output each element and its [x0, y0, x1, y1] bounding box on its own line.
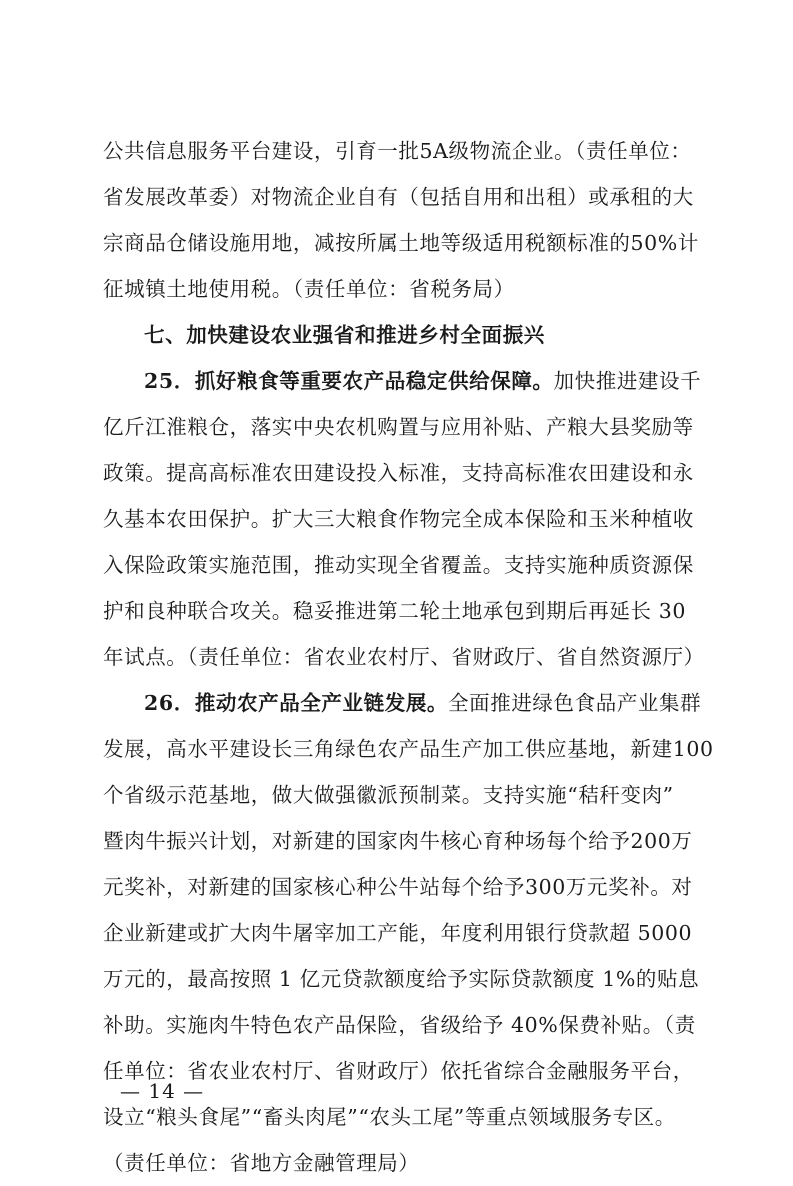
paragraph-line: 设立“粮头食尾”“畜头肉尾”“农头工尾”等重点领域服务专区。: [103, 1105, 676, 1129]
section-heading: 七、加快建设农业强省和推进乡村全面振兴: [144, 323, 545, 347]
paragraph-line: 亿斤江淮粮仓，落实中央农机购置与应用补贴、产粮大县奖励等: [103, 415, 694, 439]
paragraph-line: 任单位：省农业农村厅、省财政厅）依托省综合金融服务平台，: [103, 1059, 694, 1083]
paragraph-line: 宗商品仓储设施用地，减按所属土地等级适用税额标准的50%计: [103, 231, 699, 255]
paragraph-line: 发展，高水平建设长三角绿色农产品生产加工供应基地，新建100: [103, 737, 714, 761]
paragraph-line: 政策。提高高标准农田建设投入标准，支持高标准农田建设和永: [103, 461, 694, 485]
page-number: — 14 —: [120, 1079, 205, 1103]
paragraph-line: 暨肉牛振兴计划，对新建的国家肉牛核心育种场每个给予200万: [103, 829, 693, 853]
document-body: [103, 128, 714, 1186]
paragraph-line: 入保险政策实施范围，推动实现全省覆盖。支持实施种质资源保: [103, 553, 694, 577]
paragraph-line: 补助。实施肉牛特色农产品保险，省级给予 40%保费补贴。（责: [103, 1013, 696, 1037]
item-26-first-rest: 全面推进绿色食品产业集群: [448, 691, 702, 715]
paragraph-line: 年试点。（责任单位：省农业农村厅、省财政厅、省自然资源厅）: [103, 645, 705, 669]
paragraph-line: 护和良种联合攻关。稳妥推进第二轮土地承包到期后再延长 30: [103, 599, 686, 623]
paragraph-line: 企业新建或扩大肉牛屠宰加工产能，年度利用银行贷款超 5000: [103, 921, 693, 945]
paragraph-line: 元奖补，对新建的国家核心种公牛站每个给予300万元奖补。对: [103, 875, 693, 899]
paragraph-line: （责任单位：省地方金融管理局）: [103, 1151, 420, 1175]
paragraph-line: 征城镇土地使用税。（责任单位：省税务局）: [103, 277, 515, 301]
item-25-lead: 25．抓好粮食等重要农产品稳定供给保障。: [144, 369, 554, 393]
paragraph-line: 久基本农田保护。扩大三大粮食作物完全成本保险和玉米种植收: [103, 507, 694, 531]
item-25-first-line: [103, 358, 702, 404]
item-25-first-rest: 加快推进建设千: [553, 369, 702, 393]
paragraph-line: 个省级示范基地，做大做强徽派预制菜。支持实施“秸秆变肉”: [103, 783, 674, 807]
paragraph-line: 省发展改革委）对物流企业自有（包括自用和出租）或承租的大: [103, 185, 694, 209]
item-26-lead: 26．推动农产品全产业链发展。: [144, 691, 449, 715]
paragraph-line: 万元的，最高按照 1 亿元贷款额度给予实际贷款额度 1%的贴息: [103, 967, 700, 991]
paragraph-line: 公共信息服务平台建设，引育一批5A级物流企业。（责任单位：: [103, 139, 692, 163]
item-26-first-line: [103, 680, 702, 726]
